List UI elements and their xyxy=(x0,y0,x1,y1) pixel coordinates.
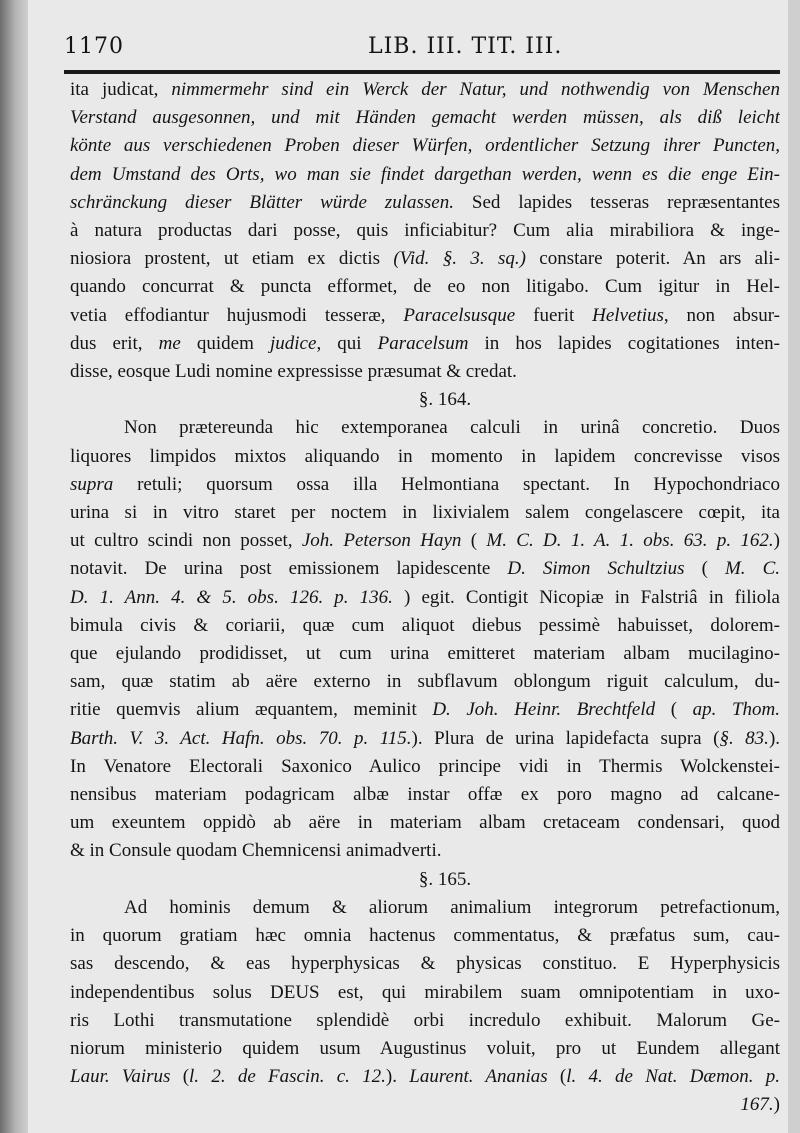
text-run: liquores limpidos mixtos aliquando in momento in lapidem concrevisse visos xyxy=(70,445,780,467)
italic-run: M. C. xyxy=(724,558,780,580)
text-line xyxy=(70,753,780,781)
text-run: retuli; quorsum ossa illa Helmontiana spectant. In Hypochondriaco xyxy=(113,473,780,495)
text-line xyxy=(70,527,780,555)
text-line xyxy=(70,358,780,386)
italic-run: judice xyxy=(270,332,317,354)
text-run: ) xyxy=(773,530,780,552)
text-run: dus erit, xyxy=(70,332,159,354)
text-line xyxy=(70,499,780,527)
text-line xyxy=(70,809,780,837)
italic-run: nimmermehr sind ein Werck der Natur, und nothwendig von Menschen xyxy=(171,79,780,100)
text-run: constare poterit. An ars ali- xyxy=(525,248,780,270)
text-line xyxy=(70,245,780,273)
book-gutter xyxy=(0,0,28,1133)
italic-run: Paracelsum xyxy=(377,332,469,354)
italic-run: (Vid. §. 3. sq.) xyxy=(393,248,526,270)
italic-run: Laurent. Ananias xyxy=(409,1066,548,1088)
italic-run: §. 83. xyxy=(719,727,769,749)
text-run: , non absur- xyxy=(663,304,780,326)
text-run: §. 165. xyxy=(418,868,472,890)
text-line xyxy=(70,189,780,217)
italic-run: 167. xyxy=(740,1094,774,1116)
section-heading-164 xyxy=(70,386,780,414)
text-line xyxy=(70,104,780,132)
italic-run: ap. Thom. xyxy=(692,699,780,721)
book-page xyxy=(28,0,788,1133)
italic-run: l. 2. de Fascin. c. 12. xyxy=(189,1066,386,1088)
italic-run: D. Joh. Heinr. Brechtfeld xyxy=(432,699,656,721)
text-run: ritie quemvis alium æquantem, meminit xyxy=(70,699,433,721)
italic-run: könte aus verschiedenen Proben dieser Würfen, ordentlicher Setzung ihrer Puncten, xyxy=(70,135,780,157)
page-number: 1170 xyxy=(64,34,124,59)
text-run: ( xyxy=(547,1066,567,1088)
text-line xyxy=(70,696,780,724)
text-run: que ejulando prodidisset, ut cum urina emitteret materiam albam mucilagino- xyxy=(70,643,780,665)
text-run: §. 164. xyxy=(418,389,472,411)
text-run: independentibus solus DEUS est, qui mirabilem suam omnipotentiam in uxo- xyxy=(70,981,780,1003)
text-run: niosiora prostent, ut etiam ex dictis xyxy=(70,248,394,270)
text-run: ( xyxy=(684,558,725,580)
text-line xyxy=(70,725,780,753)
text-line xyxy=(70,330,780,358)
italic-run: Barth. V. 3. Act. Hafn. obs. 70. p. 115. xyxy=(70,727,412,749)
text-run: niorum ministerio quidem usum Augustinus voluit, pro ut Eundem allegant xyxy=(70,1037,780,1059)
text-run: à natura productas dari posse, quis inficiabitur? Cum alia mirabiliora & inge- xyxy=(70,220,780,242)
text-run: notavit. De urina post emissionem lapidescente xyxy=(70,558,508,580)
italic-run: supra xyxy=(70,473,114,495)
text-line xyxy=(70,894,780,922)
running-head: LIB. III. TIT. III. xyxy=(368,34,563,59)
text-run: fuerit xyxy=(515,304,593,326)
page-header xyxy=(64,34,784,64)
text-run: sas descendo, & eas hyperphysicas & physicas constituo. E Hyperphysicis xyxy=(70,953,780,975)
text-run: nensibus materiam podagricam albæ instar offæ ex poro magno ad calcane- xyxy=(70,784,780,806)
text-run: ita judicat, xyxy=(70,79,172,100)
text-line xyxy=(70,781,780,809)
text-run: ( xyxy=(655,699,693,721)
text-line xyxy=(70,979,780,1007)
text-run: & in Consule quodam Chemnicensi animadverti. xyxy=(70,840,442,862)
text-run: ) xyxy=(773,1094,780,1116)
text-run: Ad hominis demum & aliorum animalium integrorum petrefactionum, xyxy=(124,896,780,918)
text-run: ) egit. Contigit Nicopiæ in Falstriâ in filiola xyxy=(392,586,780,608)
text-run: ). Plura de urina lapidefacta supra ( xyxy=(411,727,720,749)
text-line xyxy=(70,640,780,668)
italic-run: Verstand ausgesonnen, und mit Händen gemacht werden müssen, als diß leicht xyxy=(70,107,780,129)
text-run: ). xyxy=(385,1066,410,1088)
text-line xyxy=(70,950,780,978)
text-line xyxy=(70,302,780,330)
text-run: sam, quæ statim ab aëre externo in subflavum oblongum riguit calculum, du- xyxy=(70,671,780,693)
page-body xyxy=(70,76,780,1120)
text-line xyxy=(70,414,780,442)
text-run: ). xyxy=(768,727,780,749)
italic-run: l. 4. de Nat. Dæmon. p. xyxy=(566,1066,780,1088)
text-line xyxy=(70,555,780,583)
italic-run: Joh. Peterson Hayn xyxy=(301,530,462,552)
text-run: in hos lapides cogitationes inten- xyxy=(468,332,780,354)
header-rule xyxy=(64,70,780,74)
text-run: ( xyxy=(461,530,487,552)
text-line xyxy=(70,76,780,104)
section-heading-165 xyxy=(70,866,780,894)
text-line xyxy=(70,612,780,640)
text-line xyxy=(70,217,780,245)
text-run: quando concurrat & puncta efformet, de eo non litigabo. Cum igitur in Hel- xyxy=(70,276,780,298)
text-run: In Venatore Electorali Saxonico Aulico principe vidi in Thermis Wolckenstei- xyxy=(70,755,780,777)
text-run: , qui xyxy=(316,332,378,354)
text-run: in quorum gratiam hæc omnia hactenus commentatus, & præfatus sum, cau- xyxy=(70,925,780,947)
text-run: vetia effodiantur hujusmodi tesseræ, xyxy=(70,304,404,326)
text-line xyxy=(70,443,780,471)
text-line xyxy=(70,668,780,696)
italic-run: Laur. Vairus xyxy=(70,1066,171,1088)
italic-run: me xyxy=(158,332,181,354)
text-line xyxy=(70,837,780,865)
text-run: Sed lapides tesseras repræsentantes xyxy=(453,191,780,213)
text-line xyxy=(70,922,780,950)
text-run: ris Lothi transmutatione splendidè orbi incredulo exhibuit. Malorum Ge- xyxy=(70,1009,780,1031)
text-line xyxy=(70,471,780,499)
text-run: urina si in vitro staret per noctem in lixivialem salem congelascere cœpit, ita xyxy=(70,502,780,524)
text-line xyxy=(70,161,780,189)
text-run: Non prætereunda hic extemporanea calculi in urinâ concretio. Duos xyxy=(124,417,780,439)
italic-run: schränckung dieser Blätter würde zulassen. xyxy=(70,191,454,213)
text-line xyxy=(70,584,780,612)
text-line xyxy=(70,1063,780,1091)
text-run: um exeuntem oppidò ab aëre in materiam albam cretaceam condensari, quod xyxy=(70,812,780,834)
text-line xyxy=(70,1091,780,1119)
italic-run: D. 1. Ann. 4. & 5. obs. 126. p. 136. xyxy=(70,586,393,608)
text-line xyxy=(70,1007,780,1035)
italic-run: Paracelsusque xyxy=(403,304,516,326)
italic-run: D. Simon Schultzius xyxy=(507,558,685,580)
text-run: bimula civis & coriarii, quæ cum aliquot diebus pessimè habuisset, dolorem- xyxy=(70,614,780,636)
text-run: ut cultro scindi non posset, xyxy=(70,530,302,552)
text-line xyxy=(70,1035,780,1063)
italic-run: dem Umstand des Orts, wo man sie findet dargethan werden, wenn es die enge Ein- xyxy=(70,163,780,185)
italic-run: Helvetius xyxy=(592,304,664,326)
italic-run: M. C. D. 1. A. 1. obs. 63. p. 162. xyxy=(486,530,774,552)
text-line xyxy=(70,132,780,160)
text-line xyxy=(70,273,780,301)
text-run: quidem xyxy=(180,332,270,354)
text-run: disse, eosque Ludi nomine expressisse præsumat & credat. xyxy=(70,361,517,383)
text-run: ( xyxy=(170,1066,190,1088)
